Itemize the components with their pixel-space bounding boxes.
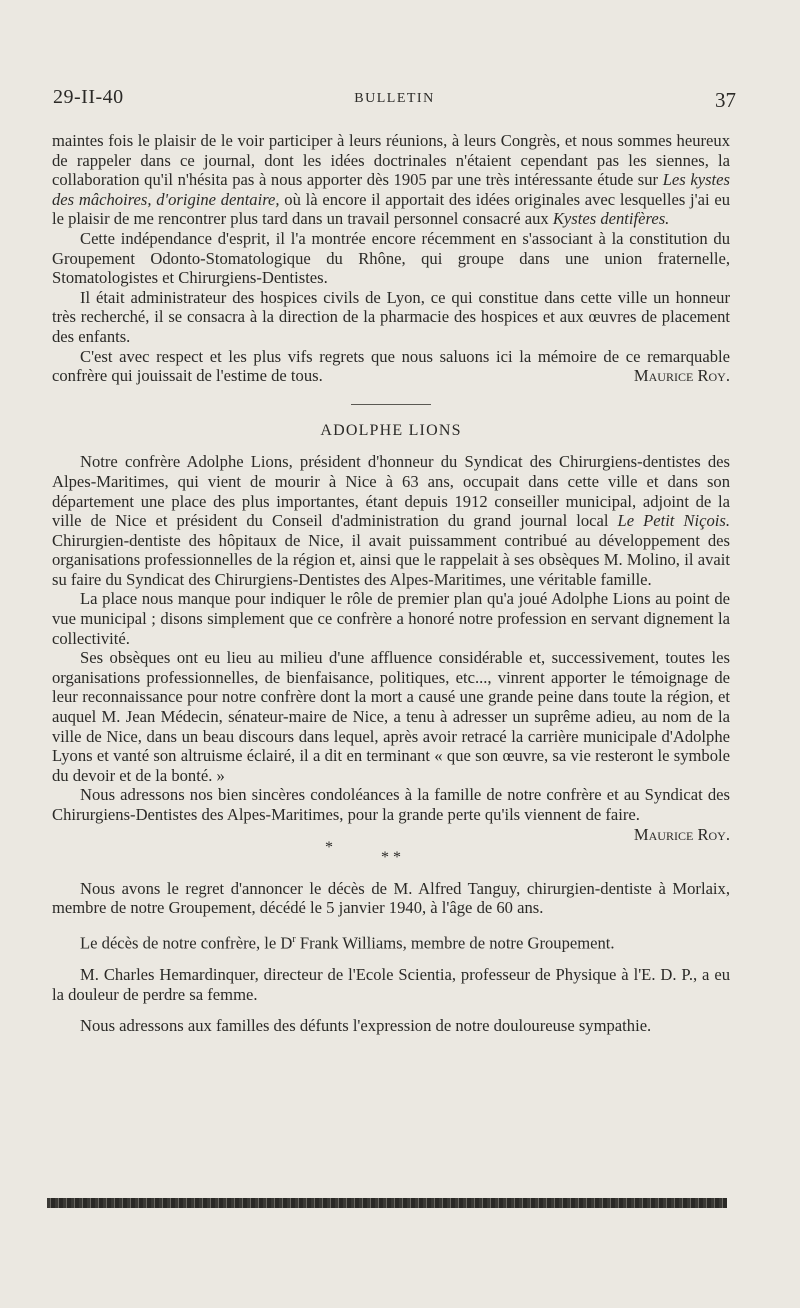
- paragraph: M. Charles Hemardinquer, directeur de l'Ecole Scientia, professeur de Physique à l'E. D. P., a eu la douleur de perdre sa femme.: [52, 964, 730, 1004]
- asterism-divider: * * *: [324, 838, 401, 866]
- paragraph: Ses obsèques ont eu lieu au milieu d'une affluence considérable et, successivement, toutes les organisations professionnelles, de bienfaisance, politiques, etc..., vinrent apporter le témoignage de leur reconnaissance pour notre confrère dont la mort a causé une grande peine dans toute la région, et auquel M. Jean Médecin, sénateur-maire de Nice, a tenu à adresser un suprême adieu, au nom de la ville de Nice, dans un beau discours dans lequel, après avoir retracé la carrière municipale d'Adolphe Lyons et vanté son altruisme éclairé, il a dit en terminant « que son œuvre, sa vie resteront le symbole du devoir et de la bonté. »: [52, 648, 730, 785]
- paragraph: C'est avec respect et les plus vifs regrets que nous saluons ici la mémoire de ce remarquable confrère qui jouissait de l'estime de tous. Maurice Roy.: [52, 346, 730, 386]
- paragraph: Nous adressons aux familles des défunts l'expression de notre douloureuse sympathie.: [80, 1016, 652, 1036]
- paragraph: Il était administrateur des hospices civils de Lyon, ce qui constitue dans cette ville un honneur très recherché, il se consacra à la direction de la pharmacie des hospices et aux œuvres de placement des enfants.: [52, 287, 730, 346]
- paragraph: Nous avons le regret d'annoncer le décès de M. Alfred Tanguy, chirurgien-dentiste à Morlaix, membre de notre Groupement, décédé le 5 janvier 1940, à l'âge de 60 ans.: [52, 878, 730, 918]
- page-number: 37: [715, 88, 736, 112]
- article-body: [52, 131, 730, 1036]
- paragraph: maintes fois le plaisir de le voir participer à leurs réunions, à leurs Congrès, et nous sommes heureux de rappeler dans ce journal, dont les idées doctrinales n'étaient cependant pas les siennes, la collaboration qu'il n'hésita pas à nous apporter dès 1905 par une très intéressante étude sur Les kystes des mâchoires, d'origine dentaire, où là encore il apportait des idées originales avec lesquelles j'ai eu le plaisir de me rencontrer plus tard dans un travail personnel consacré aux Kystes dentifères.: [52, 131, 730, 229]
- paragraph: Le décès de notre confrère, le $D^r$ Frank Williams, membre de notre Groupement.: [80, 933, 615, 953]
- signature: Maurice Roy.: [633, 366, 730, 386]
- footer-decorative-bar: [47, 1198, 727, 1208]
- paragraph: Nous adressons nos bien sincères condoléances à la famille de notre confrère et au Syndicat des Chirurgiens-Dentistes des Alpes-Maritimes, pour la grande perte qu'ils viennent de faire. Maurice Roy.: [52, 785, 730, 844]
- paragraph: Cette indépendance d'esprit, il l'a montrée encore récemment en s'associant à la constitution du Groupement Odonto-Stomatologique du Rhône, qui groupe dans une union fraternelle, Stomatologistes et Chirurgiens-Dentistes.: [52, 228, 730, 288]
- signature: Maurice Roy.: [633, 824, 730, 844]
- section-heading: ADOLPHE LIONS: [320, 421, 462, 439]
- header-date: 29-II-40: [53, 86, 124, 108]
- section-divider: [351, 404, 431, 405]
- running-header: [53, 86, 736, 116]
- header-title: BULLETIN: [354, 91, 435, 106]
- paragraph: Notre confrère Adolphe Lions, président d'honneur du Syndicat des Chirurgiens-dentistes des Alpes-Maritimes, qui vient de mourir à Nice à 63 ans, occupait dans cette ville et dans son département une place des plus importantes, étant depuis 1912 conseiller municipal, adjoint de la ville de Nice et président du Conseil d'administration du grand journal local Le Petit Niçois. Chirurgien-dentiste des hôpitaux de Nice, il avait puissamment contribué au développement des organisations professionnelles de la région et, ainsi que le rappelait à ses obsèques M. Molino, il avait su faire du Syndicat des Chirurgiens-Dentistes des Alpes-Maritimes, une véritable famille.: [52, 452, 730, 589]
- paragraph: La place nous manque pour indiquer le rôle de premier plan qu'a joué Adolphe Lions au point de vue municipal ; disons simplement que ce confrère a honoré notre profession en servant dignement la collectivité.: [52, 589, 730, 648]
